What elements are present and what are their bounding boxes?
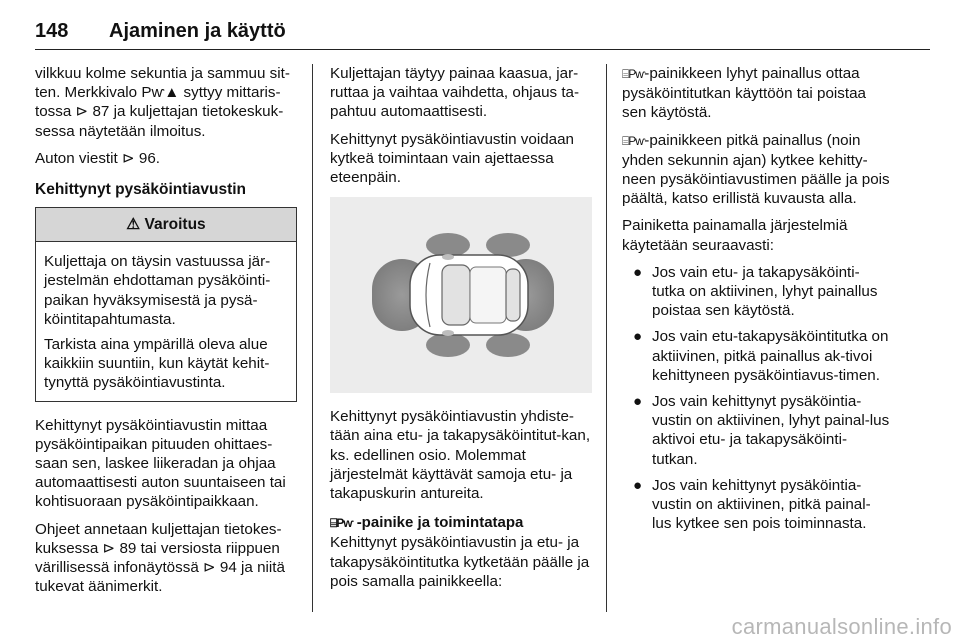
paragraph	[622, 131, 890, 209]
subsection-heading	[330, 513, 592, 533]
paragraph	[622, 64, 890, 123]
bullet-icon: ●	[633, 476, 643, 494]
paragraph: Auton viestit ⊳ 96.	[35, 149, 161, 167]
watermark: carmanualsonline.info	[731, 614, 952, 639]
paragraph: vilkkuu kolme sekuntia ja sammuu sit-ten. Merkkivalo Pⱳ▲ syttyy mittaris-tossa ⊳ 87 ja kuljettajan tietokeskuk-sessa näytetään ilmoitus.	[35, 65, 290, 140]
parking-button-icon: ⌸Pⱳ	[330, 516, 353, 531]
list-item-text: Jos vain etu-takapysäköintitutka on aktiivinen, pitkä painallus ak-tivoi kehittyneen pysäköintiavus-timen.	[652, 328, 889, 384]
list-item-text: Jos vain kehittynyt pysäköintia-vustin on aktiivinen, lyhyt painal-lus aktivoi etu- ja takapysäköinti-tutkan.	[652, 393, 890, 468]
list-item-text: Jos vain kehittynyt pysäköintia-vustin on aktiivinen, pitkä painal-lus kytkee sen pois toiminnasta.	[652, 476, 871, 533]
list-item-text: Jos vain etu- ja takapysäköinti-tutka on aktiivinen, lyhyt painallus poistaa sen käytöstä.	[652, 263, 878, 320]
column-divider	[606, 64, 607, 612]
paragraph: Painiketta painamalla järjestelmiä käytetään seuraavasti:	[622, 217, 848, 254]
car-top-view-image	[330, 197, 592, 393]
list-item	[622, 263, 890, 321]
side-sensor-field	[486, 333, 530, 357]
paragraph: Kuljettajan täytyy painaa kaasua, jar-ruttaa ja vaihtaa vaihdetta, ohjaus ta-pahtuu automaattisesti.	[330, 65, 580, 121]
list-item	[622, 327, 890, 385]
subsection-heading-text: -painike ja toimintatapa	[356, 514, 524, 532]
warning-triangle-icon: ⚠	[126, 216, 141, 234]
chapter-title: Ajaminen ja käyttö	[109, 20, 286, 42]
bullet-icon: ●	[633, 263, 643, 281]
paragraph: Kehittynyt pysäköintiavustin yhdiste-tään aina etu- ja takapysäköintitut-kan, ks. edellinen osio. Molemmat järjestelmät käyttävät samoja etu- ja takapuskurin antureita.	[330, 408, 591, 503]
bullet-icon: ●	[633, 328, 643, 346]
column-1	[35, 64, 297, 604]
paragraph: Kehittynyt pysäköintiavustin mittaa pysäköintipaikan pituuden ohittaes-saan sen, laskee liikeradan ja ohjaa automaattisesti auton suuntaiseen tai kohtisuoraan pysäköintipaikkaan.	[35, 416, 286, 511]
warning-body	[36, 242, 296, 400]
paragraph-text: -painikkeen pitkä painallus (noin yhden sekunnin ajan) kytkee kehitty-neen pysäköintiavustimen päälle ja pois päältä, katso erillistä kuvausta alla.	[622, 131, 890, 208]
column-divider	[312, 64, 313, 612]
warning-text: Kuljettaja on täysin vastuussa jär-jestelmän ehdottaman pysäköinti-paikan hyväksymisestä ja pysä-köintitapahtumasta.	[44, 253, 271, 328]
bullet-icon: ●	[633, 393, 643, 411]
warning-text: Tarkista aina ympärillä oleva alue kaikkiin suuntiin, kun käytät kehit-tynyttä pysäköintiavustinta.	[44, 336, 270, 392]
warning-title-text: Varoitus	[144, 216, 206, 234]
section-heading: Kehittynyt pysäköintiavustin	[35, 181, 247, 199]
parking-sensor-illustration	[330, 197, 592, 393]
parking-button-icon: ⌸Pⱳ	[622, 133, 645, 148]
side-sensor-field	[486, 233, 530, 257]
paragraph: Kehittynyt pysäköintiavustin voidaan kytkeä toimintaan vain ajettaessa eteenpäin.	[330, 130, 574, 187]
car-icon	[410, 254, 528, 336]
paragraph: Kehittynyt pysäköintiavustin ja etu- ja takapysäköintitutka kytketään päälle ja pois samalla painikkeella:	[330, 534, 590, 590]
warning-box	[35, 207, 297, 401]
list-item	[622, 392, 890, 469]
column-3	[622, 64, 890, 540]
side-sensor-field	[426, 333, 470, 357]
side-sensor-field	[426, 233, 470, 257]
page-header	[35, 6, 930, 50]
paragraph: Ohjeet annetaan kuljettajan tietokes-kuksessa ⊳ 89 tai versiosta riippuen värillisessä infonäytössä ⊳ 94 ja niitä tukevat äänimerkit.	[35, 520, 285, 596]
warning-title	[36, 208, 296, 242]
paragraph-text: -painikkeen lyhyt painallus ottaa pysäköintitutkan käyttöön tai poistaa sen käytöstä.	[622, 65, 866, 122]
parking-button-icon: ⌸Pⱳ	[622, 67, 645, 81]
list-item	[622, 476, 890, 534]
column-2	[330, 64, 592, 599]
page-number: 148	[35, 20, 69, 42]
